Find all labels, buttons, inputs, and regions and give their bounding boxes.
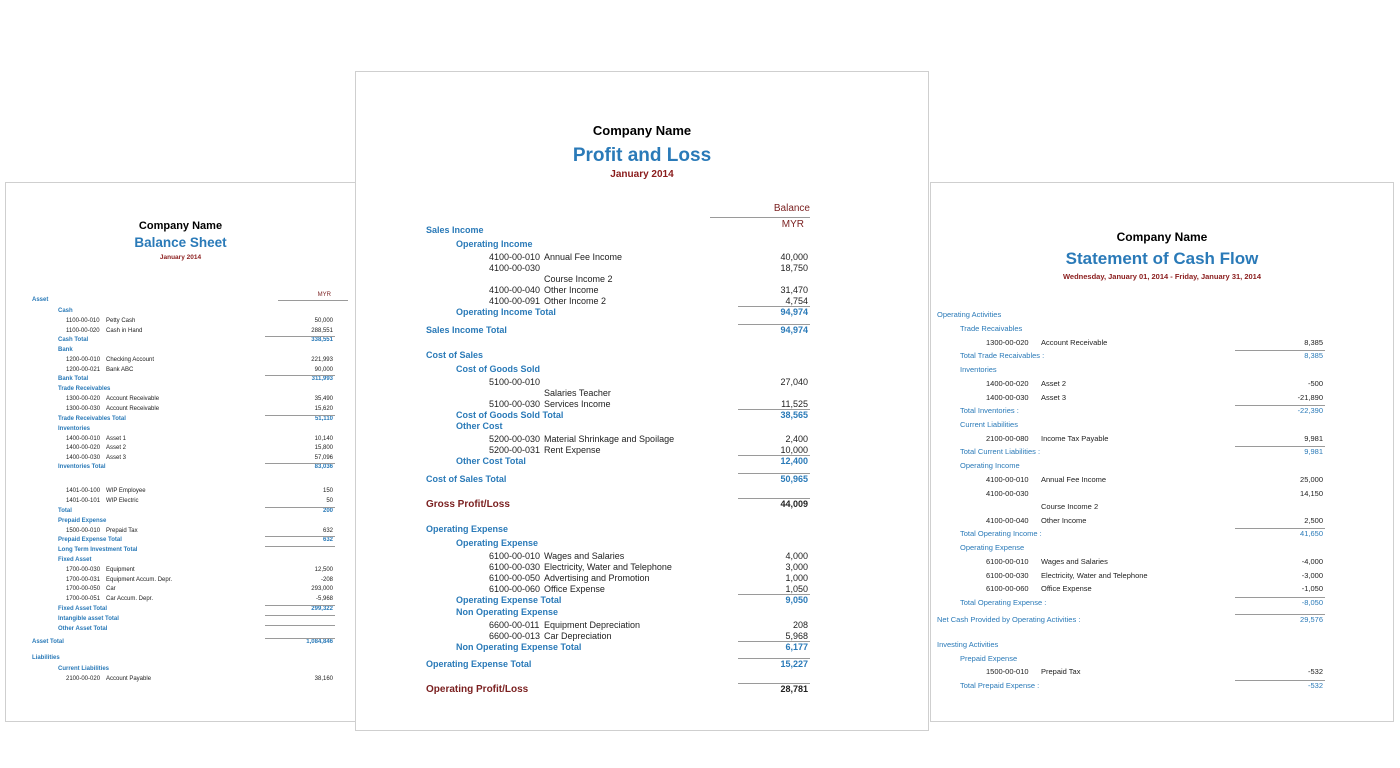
account-code: 2100-00-020 <box>66 675 101 682</box>
balance-sheet-report <box>5 182 356 722</box>
section-label: Sales Income Total <box>426 324 507 335</box>
amount: 1,084,846 <box>306 638 333 645</box>
amount: 5,968 <box>785 630 808 641</box>
section-label: Bank <box>58 347 73 354</box>
section-label: Fixed Asset <box>58 557 92 564</box>
account-name: Rent Expense <box>544 445 601 455</box>
account-code: 1300-00-020 <box>66 396 101 403</box>
section-label: Liabilities <box>32 654 60 661</box>
account-code: 1401-00-101 <box>66 498 101 504</box>
total-rule <box>738 641 810 642</box>
amount: 208 <box>792 619 808 630</box>
total-rule <box>738 498 810 499</box>
amount: 338,551 <box>311 337 333 344</box>
section-label: Cost of Goods Sold Total <box>456 409 564 420</box>
section-label: Operating Expense <box>456 538 539 548</box>
section-label: Operating Income <box>456 239 533 249</box>
total-rule <box>738 455 810 456</box>
section-label: Total Operating Expense : <box>960 597 1047 607</box>
section-label: Trade Receivables Total <box>58 415 126 422</box>
total-rule <box>265 625 335 626</box>
total-rule <box>738 658 810 659</box>
total-rule <box>265 375 335 376</box>
account-code: 1500-00-010 <box>986 667 1029 677</box>
amount: 200 <box>322 507 333 514</box>
section-label: Total Current Liabilities : <box>960 447 1041 457</box>
account-code: 6100-00-050 <box>489 573 541 583</box>
account-code: 6600-00-013 <box>489 630 541 641</box>
account-name: Account Payable <box>106 675 152 682</box>
account-name: Other Income <box>544 285 599 295</box>
account-code: 1401-00-100 <box>66 488 101 495</box>
amount: 221,993 <box>311 357 333 364</box>
section-label: Operating Activities <box>937 310 1002 319</box>
amount: 15,800 <box>314 445 333 452</box>
account-name: Other Income 2 <box>544 296 607 306</box>
amount: 10,140 <box>314 435 333 442</box>
account-code: 5200-00-030 <box>489 434 541 444</box>
amount: 50,965 <box>780 473 808 484</box>
section-label: Total <box>58 507 72 514</box>
amount: -1,050 <box>1301 584 1323 594</box>
section-label: Cash Total <box>58 337 89 344</box>
account-code: 4100-00-091 <box>489 296 541 306</box>
amount: 12,500 <box>314 567 333 574</box>
total-rule <box>738 409 810 410</box>
amount: 41,650 <box>1300 529 1323 539</box>
amount: 90,000 <box>314 366 333 373</box>
account-name: Wages and Salaries <box>1041 557 1108 566</box>
section-label: Operating Income Total <box>456 307 556 317</box>
amount: 50 <box>326 498 333 504</box>
header-rule <box>278 300 348 301</box>
amount: 83,036 <box>314 464 333 471</box>
account-code: 4100-00-040 <box>489 285 541 295</box>
section-label: Inventories Total <box>58 464 106 471</box>
account-name: Asset 2 <box>106 445 127 452</box>
section-label: Prepaid Expense <box>960 653 1018 663</box>
section-label: Current Liabilities <box>960 420 1018 429</box>
account-name: Petty Cash <box>106 318 136 324</box>
account-code: 4100-00-040 <box>986 515 1029 525</box>
account-code: 6100-00-060 <box>986 584 1029 594</box>
account-name: Asset 2 <box>1041 379 1067 388</box>
amount: 38,160 <box>314 675 333 682</box>
account-code: 1300-00-020 <box>986 337 1029 347</box>
account-code: 6100-00-030 <box>489 562 541 572</box>
account-code: 2100-00-080 <box>986 433 1029 443</box>
amount: 18,750 <box>780 263 808 273</box>
section-label: Total Prepaid Expense : <box>960 681 1040 690</box>
amount: 9,981 <box>1304 447 1323 457</box>
amount: 8,385 <box>1304 351 1323 361</box>
amount: 6,177 <box>785 641 808 652</box>
amount: 15,227 <box>780 659 808 669</box>
total-rule <box>1235 350 1325 351</box>
amount: 311,993 <box>311 376 333 383</box>
amount: 10,000 <box>780 445 808 455</box>
account-name: Salaries Teacher <box>544 387 611 398</box>
section-label: Long Term Investment Total <box>58 547 138 554</box>
amount: 2,500 <box>1304 515 1323 525</box>
account-name: Equipment Accum. Depr. <box>106 576 173 583</box>
amount: 9,050 <box>785 595 808 605</box>
amount: -532 <box>1307 681 1323 690</box>
section-label: Intangible asset Total <box>58 615 119 622</box>
account-name: Material Shrinkage and Spoilage <box>544 434 675 444</box>
amount: 29,576 <box>1300 614 1323 624</box>
amount: 9,981 <box>1304 433 1323 443</box>
total-rule <box>265 415 335 416</box>
account-code: 4100-00-010 <box>986 475 1029 484</box>
report-period: January 2014 <box>610 169 674 180</box>
amount: -208 <box>320 576 333 583</box>
amount: 632 <box>322 537 333 544</box>
account-code: 5200-00-031 <box>489 445 541 455</box>
amount: 632 <box>322 527 333 534</box>
amount: 31,470 <box>780 285 808 295</box>
report-period: Wednesday, January 01, 2014 - Friday, January 31, 2014 <box>1062 272 1262 281</box>
total-rule <box>265 536 335 537</box>
amount: 1,000 <box>785 573 808 583</box>
account-name: Other Income <box>1041 515 1087 525</box>
account-name: Asset 3 <box>1041 392 1067 402</box>
amount: 12,400 <box>780 456 808 466</box>
report-title: Statement of Cash Flow <box>1065 249 1259 268</box>
amount: 288,551 <box>311 327 333 334</box>
section-label: Inventories <box>58 425 91 432</box>
account-code: 1400-00-020 <box>66 445 101 452</box>
account-name: Equipment <box>106 567 135 574</box>
section-label: Operating Expense Total <box>426 659 532 669</box>
amount: 38,565 <box>780 409 808 420</box>
account-name: Car <box>106 586 116 593</box>
total-rule <box>738 306 810 307</box>
total-rule <box>1235 528 1325 529</box>
amount: 40,000 <box>780 252 808 262</box>
report-period: January 2014 <box>159 254 202 261</box>
section-label: Total Inventories : <box>960 406 1019 416</box>
total-rule <box>1235 405 1325 406</box>
report-title: Profit and Loss <box>572 145 712 166</box>
currency-header: MYR <box>317 292 331 298</box>
account-code: 1200-00-021 <box>66 366 101 373</box>
section-label: Trade Receivables <box>58 386 111 393</box>
section-label: Prepaid Expense Total <box>58 537 122 544</box>
account-code: 1400-00-010 <box>66 435 101 442</box>
section-label: Cash <box>58 308 73 314</box>
account-name: Electricity, Water and Telephone <box>1041 570 1148 580</box>
section-label: Inventories <box>960 365 997 375</box>
total-rule <box>265 638 335 639</box>
account-code: 1700-00-051 <box>66 596 101 602</box>
section-label: Other Cost <box>456 421 503 431</box>
section-label: Sales Income <box>426 225 484 235</box>
section-label: Cost of Sales Total <box>426 473 507 484</box>
account-code: 4100-00-010 <box>489 252 541 262</box>
account-name: Car Accum. Depr. <box>106 596 154 602</box>
account-code: 4100-00-030 <box>986 488 1029 498</box>
account-code: 6100-00-030 <box>986 570 1029 580</box>
amount: 28,781 <box>780 684 808 694</box>
amount: 94,974 <box>780 307 808 317</box>
section-label: Operating Profit/Loss <box>426 684 529 695</box>
total-rule <box>1235 614 1325 615</box>
amount: -3,000 <box>1301 570 1323 580</box>
section-label: Current Liabilities <box>58 665 110 672</box>
total-rule <box>1235 680 1325 681</box>
total-rule <box>1235 597 1325 598</box>
account-name: Wages and Salaries <box>544 551 625 561</box>
amount: 11,525 <box>781 398 808 409</box>
total-rule <box>265 463 335 464</box>
section-label: Operating Income <box>960 461 1020 471</box>
section-label: Asset Total <box>32 638 64 645</box>
total-rule <box>265 605 335 606</box>
amount: 44,009 <box>780 498 808 509</box>
account-code: 1100-00-020 <box>66 327 100 334</box>
section-label: Prepaid Expense <box>58 517 107 524</box>
amount: 57,096 <box>314 454 333 461</box>
account-code: 1500-00-010 <box>66 527 101 534</box>
account-code: 5100-00-010 <box>489 376 541 387</box>
section-label: Fixed Asset Total <box>58 605 108 612</box>
cash-flow-report <box>930 182 1394 722</box>
amount: -4,000 <box>1301 557 1323 566</box>
account-name: Services Income <box>544 398 611 409</box>
account-name: Annual Fee Income <box>1041 475 1107 484</box>
amount: 8,385 <box>1304 337 1323 347</box>
total-rule <box>738 324 810 325</box>
account-code: 4100-00-030 <box>489 263 541 273</box>
account-code: 1200-00-010 <box>66 357 101 364</box>
account-code: 1400-00-020 <box>986 379 1029 388</box>
amount: 3,000 <box>785 562 808 572</box>
amount: 94,974 <box>780 324 808 335</box>
section-label: Other Cost Total <box>456 456 526 466</box>
amount: 50,000 <box>314 318 333 324</box>
profit-loss-report <box>355 71 929 731</box>
section-label: Investing Activities <box>937 639 999 649</box>
account-code: 1400-00-030 <box>66 454 101 461</box>
amount: 4,754 <box>785 296 808 306</box>
section-label: Net Cash Provided by Operating Activities : <box>937 614 1081 624</box>
account-code: 6100-00-060 <box>489 584 541 594</box>
account-code: 1400-00-030 <box>986 392 1029 402</box>
account-name: Checking Account <box>106 357 155 364</box>
account-name: Prepaid Tax <box>1041 667 1081 677</box>
amount: -8,050 <box>1301 597 1323 607</box>
account-code: 1300-00-030 <box>66 406 101 412</box>
total-rule <box>738 473 810 474</box>
amount: 4,000 <box>785 551 808 561</box>
section-label: Asset <box>32 297 49 303</box>
amount: 51,110 <box>314 415 333 422</box>
account-name: Account Receivable <box>106 406 160 412</box>
balance-header: Balance <box>773 203 810 214</box>
amount: 1,050 <box>785 584 808 594</box>
account-name: Course Income 2 <box>1041 502 1099 512</box>
amount: 14,150 <box>1300 488 1323 498</box>
total-rule <box>265 546 335 547</box>
account-name: Office Expense <box>1041 584 1092 594</box>
report-title: Balance Sheet <box>134 235 227 250</box>
section-label: Gross Profit/Loss <box>426 498 510 510</box>
amount: 150 <box>322 488 333 495</box>
account-name: Bank ABC <box>106 366 134 373</box>
total-rule <box>265 507 335 508</box>
account-name: Equipment Depreciation <box>544 619 641 630</box>
section-label: Total Operating Income : <box>960 529 1042 539</box>
section-label: Trade Recaivables <box>960 324 1023 333</box>
account-code: 1700-00-030 <box>66 567 101 574</box>
account-code: 1100-00-010 <box>66 318 100 324</box>
section-label: Operating Expense <box>960 543 1025 553</box>
account-code: 1700-00-050 <box>66 586 101 593</box>
total-rule <box>738 594 810 595</box>
section-label: Total Trade Recaivables : <box>960 351 1045 361</box>
section-label: Non Operating Expense <box>456 606 559 617</box>
amount: 2,400 <box>785 434 808 444</box>
total-rule <box>265 615 335 616</box>
amount: 35,490 <box>314 396 333 403</box>
account-code: 6600-00-011 <box>489 619 540 630</box>
amount: 293,000 <box>311 586 333 593</box>
section-label: Operating Expense <box>426 524 509 534</box>
account-name: Advertising and Promotion <box>544 573 650 583</box>
account-name: WIP Employee <box>106 488 146 495</box>
account-code: 5100-00-030 <box>489 398 541 409</box>
account-code: 6100-00-010 <box>986 557 1029 566</box>
account-name: Annual Fee Income <box>544 252 623 262</box>
total-rule <box>738 683 810 684</box>
section-label: Non Operating Expense Total <box>456 641 582 652</box>
account-name: Car Depreciation <box>544 630 612 641</box>
total-rule <box>1235 446 1325 447</box>
account-name: Course Income 2 <box>544 274 613 284</box>
account-name: Account Receivable <box>106 396 160 403</box>
report-company-name: Company Name <box>138 220 223 232</box>
account-code: 6100-00-010 <box>489 551 541 561</box>
account-name: Electricity, Water and Telephone <box>544 562 672 572</box>
amount: 299,322 <box>311 605 333 612</box>
section-label: Bank Total <box>58 376 89 383</box>
account-name: WIP Electric <box>106 498 139 504</box>
amount: -500 <box>1307 379 1323 388</box>
amount: 15,620 <box>314 406 333 412</box>
account-name: Account Receivable <box>1041 337 1108 347</box>
section-label: Operating Expense Total <box>456 595 562 605</box>
amount: 25,000 <box>1300 475 1323 484</box>
amount: -5,968 <box>315 596 333 602</box>
account-name: Income Tax Payable <box>1041 433 1109 443</box>
header-rule <box>710 217 810 218</box>
section-label: Other Asset Total <box>58 625 108 632</box>
account-code: 1700-00-031 <box>66 576 101 583</box>
account-name: Office Expense <box>544 584 605 594</box>
amount: -532 <box>1307 667 1323 677</box>
amount: -22,390 <box>1297 406 1323 416</box>
account-name: Asset 3 <box>106 454 127 461</box>
report-company-name: Company Name <box>592 123 692 138</box>
account-name: Prepaid Tax <box>106 527 138 534</box>
section-label: Cost of Goods Sold <box>456 363 540 374</box>
currency-header: MYR <box>781 219 804 230</box>
total-rule <box>265 336 335 337</box>
account-name: Asset 1 <box>106 435 127 442</box>
account-name: Cash in Hand <box>106 327 143 334</box>
amount: 27,040 <box>780 376 808 387</box>
report-company-name: Company Name <box>1116 230 1208 244</box>
section-label: Cost of Sales <box>426 349 484 360</box>
amount: -21,890 <box>1297 392 1323 402</box>
